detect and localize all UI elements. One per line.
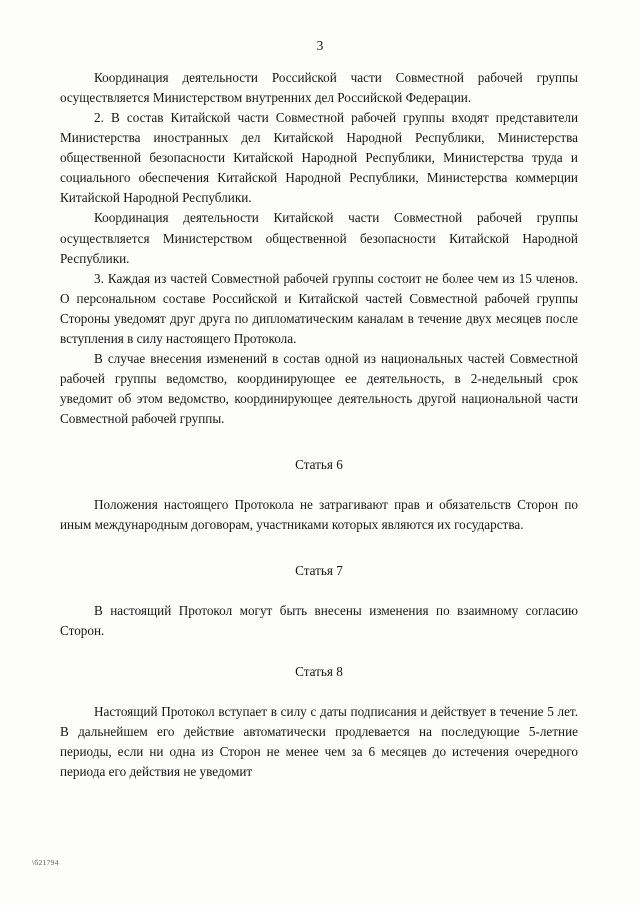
spacer: [60, 581, 578, 601]
spacer: [60, 475, 578, 495]
page-number: 3: [316, 38, 324, 53]
heading-article-8: Статья 8: [295, 663, 343, 679]
spacer: [60, 682, 578, 702]
document-body: [60, 68, 578, 782]
heading-article-7: Статья 7: [295, 563, 343, 579]
spacer: [60, 429, 578, 455]
paragraph-coordination-russian: Координация деятельности Российской части Совместной рабочей группы осуществляется Министерством внутренних дел Российской Федерации.: [60, 70, 578, 106]
heading-article-6: Статья 6: [295, 457, 343, 473]
paragraph-membership-limit: 3. Каждая из частей Совместной рабочей группы состоит не более чем из 15 членов. О персональном составе Российской и Китайской частей Совместной рабочей группы Стороны уведомят друг друга по дипломатическим каналам в течение двух месяцев после вступления в силу настоящего Протокола.: [60, 270, 578, 346]
spacer: [60, 642, 578, 662]
paragraph-article-7-body: В настоящий Протокол могут быть внесены изменения по взаимному согласию Сторон.: [60, 603, 578, 639]
footer-document-code: \б21794: [32, 858, 59, 867]
paragraph-article-8-body: Настоящий Протокол вступает в силу с даты подписания и действует в течение 5 лет. В дальнейшем его действие автоматически продлевается на последующие 5-летние периоды, если ни одна из Сторон не менее чем за 6 месяцев до истечения очередного периода его действия не уведомит: [60, 703, 578, 779]
paragraph-article-6-body: Положения настоящего Протокола не затрагивают прав и обязательств Сторон по иным международным договорам, участниками которых являются их государства.: [60, 497, 578, 533]
paragraph-composition-changes: В случае внесения изменений в состав одной из национальных частей Совместной рабочей группы ведомство, координирующее ее деятельность, в 2-недельный срок уведомит об этом ведомство, координирующее деятельность другой национальной части Совместной рабочей группы.: [60, 350, 578, 427]
spacer: [60, 535, 578, 561]
paragraph-chinese-composition: 2. В состав Китайской части Совместной рабочей группы входят представители Министерства иностранных дел Китайской Народной Республики, Министерства общественной безопасности Китайской Народной Республики, Министерства труда и социального обеспечения Китайской Народной Республики, Министерства коммерции Китайской Народной Республики.: [60, 110, 578, 206]
paragraph-coordination-chinese: Координация деятельности Китайской части Совместной рабочей группы осуществляется Министерством общественной безопасности Китайской Народной Республики.: [60, 210, 578, 266]
